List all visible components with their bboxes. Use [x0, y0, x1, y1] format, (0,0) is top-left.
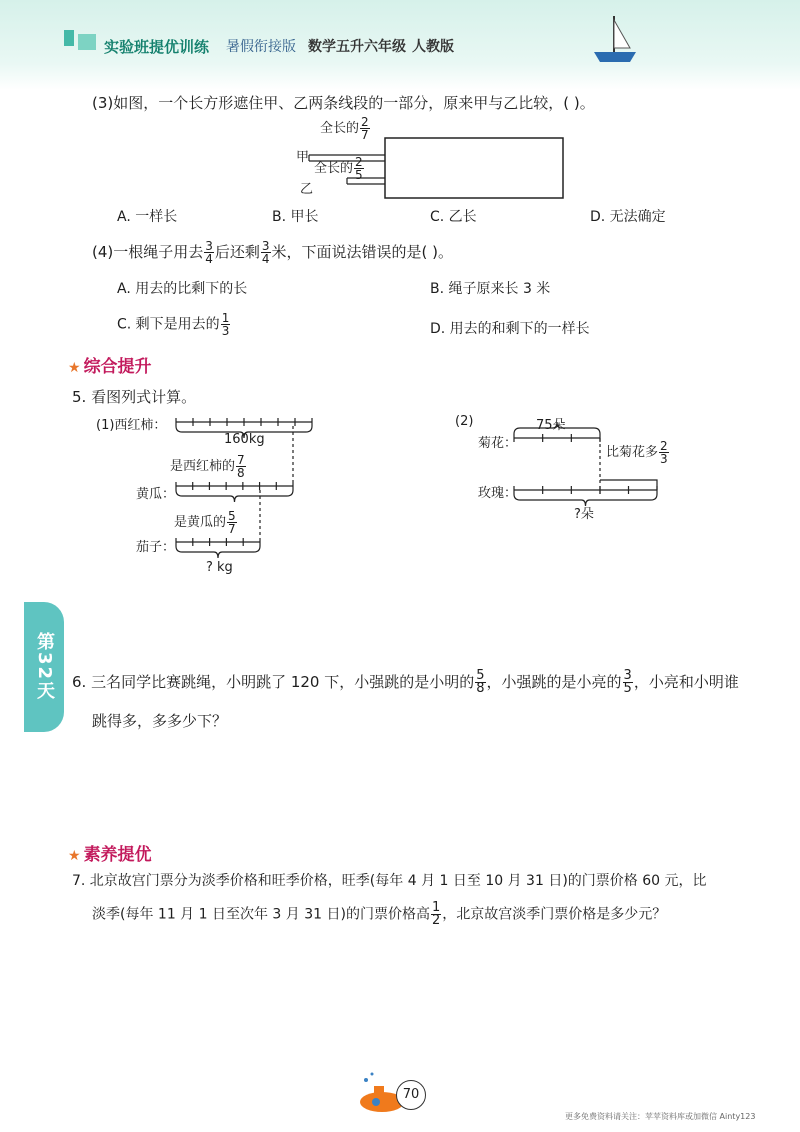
q4-option-d[interactable]: D. 用去的和剩下的一样长: [430, 321, 590, 337]
q5-2-label: (2): [455, 414, 474, 429]
q5-1-diagram: [170, 410, 330, 570]
star-icon: ★: [68, 848, 81, 864]
q7-line1: 7. 北京故宫门票分为淡季价格和旺季价格，旺季(每年 4 月 1 日至 10 月 31 日)的门票价格 60 元，比: [72, 873, 707, 889]
q5-1-total: 160kg: [224, 432, 265, 447]
q3-option-b[interactable]: B. 甲长: [272, 209, 319, 225]
header-subject: 数学五升六年级: [308, 39, 406, 55]
q5-1-unknown: ? kg: [206, 560, 233, 575]
sailboat-icon: [590, 14, 640, 66]
q5-1-rel2: 是黄瓜的 $\frac{5}{7}$: [174, 509, 236, 536]
star-icon: ★: [68, 360, 81, 376]
q3-option-d[interactable]: D. 无法确定: [590, 209, 666, 225]
q3-text: (3)如图，一个长方形遮住甲、乙两条线段的一部分，原来甲与乙比较，( )。: [92, 94, 595, 112]
header-edition: 暑假衔接版: [226, 39, 296, 55]
q5-2-unknown: ?朵: [574, 507, 594, 522]
page-number: 70: [396, 1080, 426, 1110]
q3-label-yi: 乙: [300, 182, 314, 197]
q5-1-cucumber-label: 黄瓜：: [136, 487, 176, 502]
section-literacy: ★ 素养提优: [68, 845, 152, 865]
section-comprehensive: ★ 综合提升: [68, 357, 152, 377]
q5-1-rel1: 是西红柿的 $\frac{7}{8}$: [170, 453, 245, 480]
q5-2-chrysanthemum-label: 菊花：: [478, 436, 518, 451]
q5-2-rel: 比菊花多 $\frac{2}{3}$: [606, 439, 668, 466]
q3-label-bottom: 全长的 $\frac{2}{5}$: [314, 155, 363, 182]
q5-1-eggplant-label: 茄子：: [136, 540, 176, 555]
cucumber-brace: [176, 490, 293, 502]
q6-line1: 6. 三名同学比赛跳绳，小明跳了 120 下，小强跳的是小明的 $\frac{5}{8}$ ，小强跳的是小亮的 $\frac{3}{5}$ ，小亮和小明谁: [72, 668, 739, 696]
rose-total-brace: [514, 494, 657, 506]
q6-line2: 跳得多，多多少下？: [92, 712, 228, 730]
tomato-total-brace: [176, 426, 312, 438]
book-logo-icon: [60, 24, 100, 54]
q5-1-tomato-label: (1)西红柿：: [96, 418, 167, 433]
q4-text: (4)一根绳子用去 $\frac{3}{4}$ 后还剩 $\frac{3}{4}$ 米，下面说法错误的是( )。: [92, 239, 454, 266]
covering-rectangle: [385, 138, 563, 198]
q4-option-a[interactable]: A. 用去的比剩下的长: [117, 281, 248, 297]
q4-option-c[interactable]: C. 剩下是用去的 $\frac{1}{3}$: [117, 311, 230, 338]
header-publisher: 人教版: [412, 39, 454, 55]
q5-2-rose-label: 玫瑰：: [478, 486, 518, 501]
q5-2-count: 75朵: [536, 418, 566, 433]
header-series: 实验班提优训练: [104, 38, 210, 56]
q3-label-top: 全长的 $\frac{2}{7}$: [320, 115, 369, 142]
footer-note: 更多免费资料请关注：苹苹资料库或加微信 Ainty123: [565, 1112, 756, 1121]
eggplant-brace: [176, 546, 260, 558]
q5-title: 5. 看图列式计算。: [72, 388, 197, 406]
q4-option-b[interactable]: B. 绳子原来长 3 米: [430, 281, 551, 297]
q3-option-c[interactable]: C. 乙长: [430, 209, 477, 225]
q3-label-jia: 甲: [296, 150, 310, 165]
chrysanthemum-brace: [514, 422, 600, 434]
q3-option-a[interactable]: A. 一样长: [117, 209, 178, 225]
q5-2-diagram: [510, 420, 670, 510]
day-tab: 第32天: [24, 602, 64, 732]
q7-line2: 淡季(每年 11 月 1 日至次年 3 月 31 日)的门票价格高 $\frac{1}{2}$ ，北京故宫淡季门票价格是多少元？: [92, 900, 667, 928]
